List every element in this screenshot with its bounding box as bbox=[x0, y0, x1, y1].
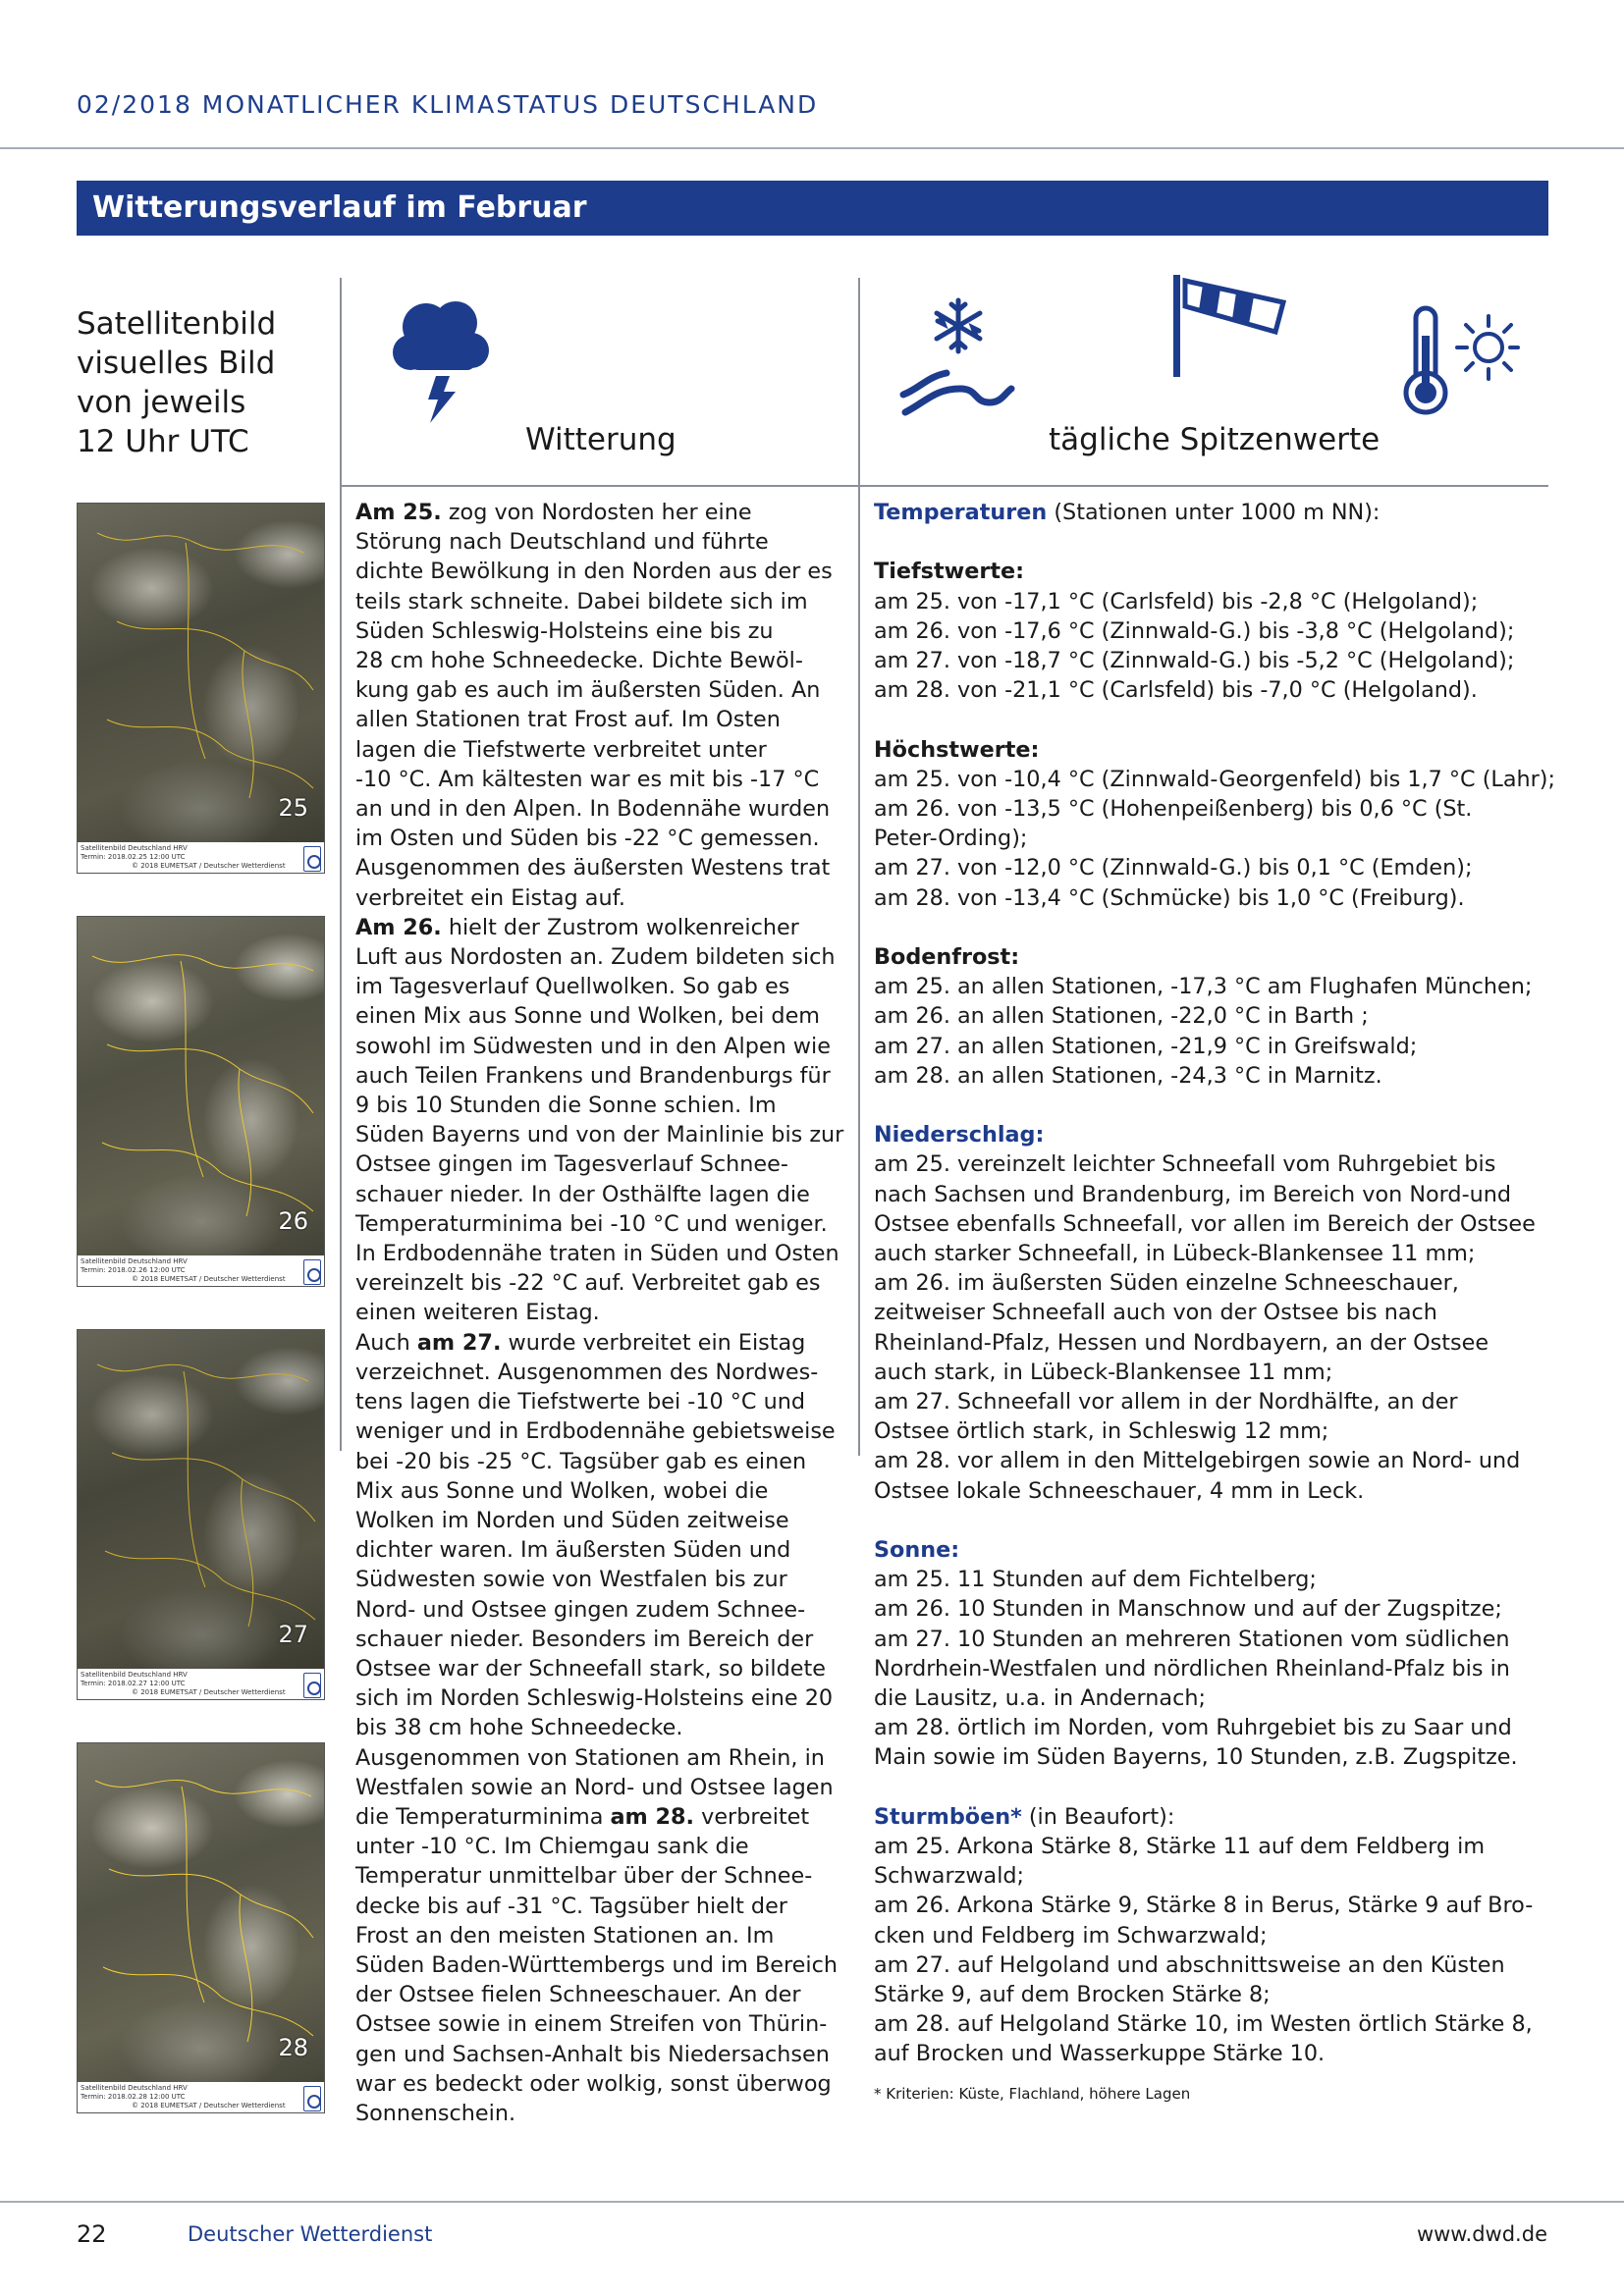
text-line: lagen die Tiefstwerte verbreitet unter bbox=[355, 736, 767, 763]
text-line: Ausgenommen von Stationen am Rhein, in bbox=[355, 1744, 825, 1771]
text-line: auf Brocken und Wasserkuppe Stärke 10. bbox=[874, 2041, 1326, 2067]
temperature-heading: Temperaturen bbox=[874, 500, 1048, 525]
column-divider-right bbox=[858, 278, 860, 1456]
caption-line: © 2018 EUMETSAT / Deutscher Wetterdienst bbox=[132, 1688, 286, 1696]
text-line: Süden Bayerns und von der Mainlinie bis zur bbox=[355, 1122, 844, 1148]
satellite-image-27 bbox=[77, 1329, 325, 1700]
spacer bbox=[874, 527, 1551, 557]
text-line: einen weiteren Eistag. bbox=[355, 1300, 600, 1326]
satellite-heading-line: visuelles Bild bbox=[77, 346, 276, 381]
text-line: die Lausitz, u.a. in Andernach; bbox=[874, 1685, 1207, 1712]
image-caption bbox=[78, 842, 325, 874]
dwd-logo bbox=[303, 1259, 321, 1285]
text-line: am 27. 10 Stunden an mehreren Stationen vom südlichen bbox=[874, 1626, 1510, 1652]
ground-frost-heading: Bodenfrost: bbox=[874, 944, 1020, 970]
text-line: Ostsee lokale Schneeschauer, 4 mm in Leck. bbox=[874, 1477, 1365, 1504]
maximum-heading: Höchstwerte: bbox=[874, 736, 1040, 763]
satellite-image-28 bbox=[77, 1742, 325, 2113]
website-link[interactable]: www.dwd.de bbox=[1416, 2222, 1547, 2246]
text-line: am 26. Arkona Stärke 9, Stärke 8 in Berus, Stärke 9 auf Bro- bbox=[874, 1893, 1534, 1919]
text-line: Nordrhein-Westfalen und nördlichen Rheinland-Pfalz bis in bbox=[874, 1655, 1510, 1682]
text-line: Störung nach Deutschland und führte bbox=[355, 529, 769, 556]
day-label: 27 bbox=[278, 1621, 308, 1648]
text-line: am 28. von -21,1 °C (Carlsfeld) bis -7,0 °C (Helgoland). bbox=[874, 677, 1478, 704]
text-line: auch stark, in Lübeck-Blankensee 11 mm; bbox=[874, 1359, 1333, 1385]
text-line: Nord- und Ostsee gingen zudem Schnee- bbox=[355, 1596, 806, 1623]
text-line: am 25. Arkona Stärke 8, Stärke 11 auf dem Feldberg im bbox=[874, 1834, 1486, 1860]
caption-line: © 2018 EUMETSAT / Deutscher Wetterdienst bbox=[132, 862, 286, 870]
satellite-column-heading bbox=[77, 304, 276, 461]
spacer bbox=[874, 1506, 1551, 1535]
windsock-icon bbox=[1171, 273, 1287, 379]
satellite-scene bbox=[78, 917, 325, 1255]
text-line: am 27. von -12,0 °C (Zinnwald-G.) bis 0,1 °C (Emden); bbox=[874, 855, 1473, 881]
caption-line: Satellitenbild Deutschland HRV bbox=[81, 844, 188, 852]
day-label: 25 bbox=[278, 794, 308, 822]
satellite-image-26 bbox=[77, 916, 325, 1287]
section-title: Witterungsverlauf im Februar bbox=[77, 181, 1548, 236]
precipitation-heading: Niederschlag: bbox=[874, 1122, 1045, 1148]
border-overlay bbox=[78, 504, 325, 842]
text-line: Ostsee war der Schneefall stark, so bildete bbox=[355, 1655, 826, 1682]
footnote: * Kriterien: Küste, Flachland, höhere Lagen bbox=[874, 2084, 1191, 2103]
text-line: Temperatur unmittelbar über der Schnee- bbox=[355, 1863, 813, 1890]
text-line: verbreitet ein Eistag auf. bbox=[355, 884, 625, 911]
caption-line: Termin: 2018.02.27 12:00 UTC bbox=[81, 1680, 186, 1687]
date-label: Am 26. bbox=[355, 914, 442, 940]
text-line: am 27. von -18,7 °C (Zinnwald-G.) bis -5,2 °C (Helgoland); bbox=[874, 648, 1515, 673]
heading-divider bbox=[340, 485, 1548, 487]
caption-line: Termin: 2018.02.28 12:00 UTC bbox=[81, 2093, 186, 2101]
text-line: sowohl im Südwesten und in den Alpen wie bbox=[355, 1033, 831, 1059]
image-caption bbox=[78, 1255, 325, 1287]
image-caption bbox=[78, 2082, 325, 2113]
border-overlay bbox=[78, 1330, 325, 1669]
text-line: am 28. an allen Stationen, -24,3 °C in Marnitz. bbox=[874, 1062, 1382, 1089]
text-line: kung gab es auch im äußersten Süden. An bbox=[355, 677, 821, 704]
text-line: Süden Baden-Württembergs und im Bereich bbox=[355, 1951, 838, 1978]
text-span: (Stationen unter 1000 m NN): bbox=[1047, 500, 1380, 525]
text-line: am 26. an allen Stationen, -22,0 °C in Barth ; bbox=[874, 1003, 1369, 1030]
text-line: Temperaturminima bei -10 °C und weniger. bbox=[355, 1210, 828, 1237]
text-line: Schwarzwald; bbox=[874, 1863, 1025, 1890]
text-line: schauer nieder. In der Osthälfte lagen die bbox=[355, 1181, 810, 1207]
text-line: am 28. vor allem in den Mittelgebirgen sowie an Nord- und bbox=[874, 1448, 1521, 1474]
text-line: am 25. vereinzelt leichter Schneefall vom Ruhrgebiet bis bbox=[874, 1151, 1496, 1178]
text-line: teils stark schneite. Dabei bildete sich im bbox=[355, 588, 808, 614]
text-line: vereinzelt bis -22 °C auf. Verbreitet gab es bbox=[355, 1270, 821, 1297]
text-line: Ostsee gingen im Tagesverlauf Schnee- bbox=[355, 1151, 788, 1178]
image-caption bbox=[78, 1669, 325, 1700]
text-line: am 27. an allen Stationen, -21,9 °C in Greifswald; bbox=[874, 1033, 1418, 1059]
text-line bbox=[355, 913, 856, 942]
text-line: Peter-Ording); bbox=[874, 826, 1028, 852]
text-line: am 28. auf Helgoland Stärke 10, im Westen örtlich Stärke 8, bbox=[874, 2011, 1533, 2038]
footer-divider bbox=[0, 2201, 1624, 2203]
text-line: dichter waren. Im äußersten Süden und bbox=[355, 1537, 791, 1564]
text-span: wurde verbreitet ein Eistag bbox=[501, 1329, 806, 1356]
peaks-column-heading: tägliche Spitzenwerte bbox=[1049, 422, 1380, 457]
satellite-heading-line: 12 Uhr UTC bbox=[77, 424, 249, 459]
publisher-name: Deutscher Wetterdienst bbox=[188, 2222, 433, 2246]
text-line: Ostsee sowie in einem Streifen von Thürin- bbox=[355, 2011, 828, 2038]
text-line: im Tagesverlauf Quellwolken. So gab es bbox=[355, 974, 790, 1000]
page-number: 22 bbox=[77, 2220, 107, 2248]
text-line: am 26. von -13,5 °C (Hohenpeißenberg) bis 0,6 °C (St. bbox=[874, 796, 1473, 822]
caption-line: Termin: 2018.02.26 12:00 UTC bbox=[81, 1266, 186, 1274]
text-line: am 25. von -10,4 °C (Zinnwald-Georgenfeld) bis 1,7 °C (Lahr); bbox=[874, 766, 1556, 792]
text-span: (in Beaufort): bbox=[1021, 1803, 1175, 1830]
minimum-heading: Tiefstwerte: bbox=[874, 559, 1025, 585]
text-line: dichte Bewölkung in den Norden aus der es bbox=[355, 559, 833, 585]
caption-line: Satellitenbild Deutschland HRV bbox=[81, 1257, 188, 1265]
text-line: am 26. im äußersten Süden einzelne Schneeschauer, bbox=[874, 1270, 1459, 1297]
text-line: weniger und in Erdbodennähe gebietsweise bbox=[355, 1418, 836, 1445]
text-line: am 26. 10 Stunden in Manschnow und auf der Zugspitze; bbox=[874, 1596, 1502, 1623]
text-line: In Erdbodennähe traten in Süden und Osten bbox=[355, 1241, 839, 1267]
text-line: am 27. auf Helgoland und abschnittsweise an den Küsten bbox=[874, 1951, 1505, 1978]
text-line: Südwesten sowie von Westfalen bis zur bbox=[355, 1567, 787, 1593]
text-line: am 25. 11 Stunden auf dem Fichtelberg; bbox=[874, 1567, 1317, 1593]
text-line: war es bedeckt oder wolkig, sonst überwog bbox=[355, 2070, 832, 2097]
text-line: decke bis auf -31 °C. Tagsüber hielt der bbox=[355, 1893, 787, 1919]
text-line: Stärke 9, auf dem Brocken Stärke 8; bbox=[874, 1982, 1271, 2008]
text-line: -10 °C. Am kältesten war es mit bis -17 °C bbox=[355, 766, 820, 792]
text-line: Main sowie im Süden Bayerns, 10 Stunden, z.B. Zugspitze. bbox=[874, 1744, 1518, 1771]
satellite-scene bbox=[78, 1330, 325, 1669]
text-line: 9 bis 10 Stunden die Sonne schien. Im bbox=[355, 1093, 777, 1119]
gusts-heading: Sturmböen* bbox=[874, 1803, 1022, 1830]
column-divider-left bbox=[340, 278, 342, 1451]
text-line: Süden Schleswig-Holsteins eine bis zu bbox=[355, 617, 774, 644]
text-line: Rheinland-Pfalz, Hessen und Nordbayern, an der Ostsee bbox=[874, 1329, 1489, 1356]
spacer bbox=[874, 705, 1551, 734]
caption-line: Termin: 2018.02.25 12:00 UTC bbox=[81, 853, 186, 861]
caption-line: © 2018 EUMETSAT / Deutscher Wetterdienst bbox=[132, 2102, 286, 2109]
date-label: Am 25. bbox=[355, 500, 442, 525]
date-label: am 28. bbox=[610, 1803, 695, 1830]
text-line: an und in den Alpen. In Bodennähe wurden bbox=[355, 796, 831, 823]
caption-line: Satellitenbild Deutschland HRV bbox=[81, 1671, 188, 1679]
text-line: gen und Sachsen-Anhalt bis Niedersachsen bbox=[355, 2041, 830, 2067]
date-label: am 27. bbox=[416, 1329, 502, 1356]
text-line bbox=[355, 1328, 856, 1358]
text-line bbox=[874, 1802, 1551, 1832]
spacer bbox=[874, 1091, 1551, 1120]
text-line: einen Mix aus Sonne und Wolken, bei dem bbox=[355, 1003, 821, 1030]
cloud-lightning-icon bbox=[391, 290, 491, 427]
thermometer-sun-icon bbox=[1398, 302, 1520, 418]
text-line bbox=[355, 498, 856, 527]
text-line: am 28. örtlich im Norden, vom Ruhrgebiet bis zu Saar und bbox=[874, 1715, 1512, 1741]
satellite-heading-line: von jeweils bbox=[77, 385, 246, 420]
text-span: hielt der Zustrom wolkenreicher bbox=[441, 914, 799, 940]
text-line: Frost an den meisten Stationen an. Im bbox=[355, 1922, 775, 1949]
text-line: bis 38 cm hohe Schneedecke. bbox=[355, 1715, 683, 1741]
text-span: die Temperaturminima bbox=[355, 1803, 611, 1830]
text-line: Mix aus Sonne und Wolken, wobei die bbox=[355, 1477, 769, 1504]
border-overlay bbox=[78, 1743, 325, 2082]
satellite-heading-line: Satellitenbild bbox=[77, 306, 277, 342]
text-line: am 26. von -17,6 °C (Zinnwald-G.) bis -3,8 °C (Helgoland); bbox=[874, 617, 1515, 644]
text-line: Ostsee ebenfalls Schneefall, vor allen im Bereich der Ostsee bbox=[874, 1210, 1536, 1237]
text-line: Westfalen sowie an Nord- und Ostsee lagen bbox=[355, 1774, 834, 1800]
text-line: verzeichnet. Ausgenommen des Nordwes- bbox=[355, 1359, 819, 1385]
dwd-logo bbox=[303, 1673, 321, 1698]
text-line: zeitweiser Schneefall auch von der Ostsee bis nach bbox=[874, 1300, 1437, 1326]
day-label: 26 bbox=[278, 1207, 308, 1235]
dwd-logo bbox=[303, 2086, 321, 2111]
text-line: bei -20 bis -25 °C. Tagsüber gab es einen bbox=[355, 1448, 807, 1474]
text-span: Auch bbox=[355, 1329, 417, 1356]
satellite-scene bbox=[78, 504, 325, 842]
peak-values bbox=[874, 498, 1556, 2105]
text-line: auch Teilen Frankens und Brandenburgs für bbox=[355, 1062, 831, 1089]
text-span: verbreitet bbox=[694, 1803, 810, 1830]
satellite-image-25 bbox=[77, 503, 325, 874]
text-line: schauer nieder. Besonders im Bereich der bbox=[355, 1626, 814, 1652]
text-line: am 27. Schneefall vor allem in der Nordhälfte, an der bbox=[874, 1389, 1458, 1415]
text-line: Wolken im Norden und Süden zeitweise bbox=[355, 1507, 789, 1533]
text-line bbox=[355, 1802, 856, 1832]
sunshine-heading: Sonne: bbox=[874, 1537, 960, 1564]
text-line: auch starker Schneefall, in Lübeck-Blankensee 11 mm; bbox=[874, 1241, 1476, 1267]
text-line: im Osten und Süden bis -22 °C gemessen. bbox=[355, 826, 820, 852]
day-label: 28 bbox=[278, 2034, 308, 2061]
header-divider bbox=[0, 147, 1624, 149]
text-line bbox=[874, 498, 1551, 527]
weather-column-heading: Witterung bbox=[525, 422, 677, 457]
snowflake-road-icon bbox=[895, 294, 1015, 417]
weather-description bbox=[355, 498, 856, 2128]
running-header-title: 02/2018 MONATLICHER KLIMASTATUS DEUTSCHLAND bbox=[77, 90, 819, 119]
text-line: am 25. von -17,1 °C (Carlsfeld) bis -2,8 °C (Helgoland); bbox=[874, 588, 1479, 614]
text-line: am 28. von -13,4 °C (Schmücke) bis 1,0 °C (Freiburg). bbox=[874, 884, 1465, 911]
text-line: 28 cm hohe Schneedecke. Dichte Bewöl- bbox=[355, 648, 803, 674]
text-line: unter -10 °C. Im Chiemgau sank die bbox=[355, 1834, 749, 1860]
dwd-logo bbox=[303, 846, 321, 872]
spacer bbox=[874, 913, 1551, 942]
spacer bbox=[874, 1773, 1551, 1802]
text-line: der Ostsee fielen Schneeschauer. An der bbox=[355, 1982, 801, 2008]
text-line: nach Sachsen und Brandenburg, im Bereich von Nord-und bbox=[874, 1181, 1512, 1207]
text-line: Luft aus Nordosten an. Zudem bildeten sich bbox=[355, 944, 836, 971]
text-line: Sonnenschein. bbox=[355, 2100, 516, 2126]
text-line: sich im Norden Schleswig-Holsteins eine 20 bbox=[355, 1685, 834, 1712]
caption-line: Satellitenbild Deutschland HRV bbox=[81, 2084, 188, 2092]
text-line: allen Stationen trat Frost auf. Im Osten bbox=[355, 707, 781, 733]
text-line: am 25. an allen Stationen, -17,3 °C am Flughafen München; bbox=[874, 974, 1533, 1000]
text-line: cken und Feldberg im Schwarzwald; bbox=[874, 1922, 1268, 1949]
caption-line: © 2018 EUMETSAT / Deutscher Wetterdienst bbox=[132, 1275, 286, 1283]
border-overlay bbox=[78, 917, 325, 1255]
satellite-scene bbox=[78, 1743, 325, 2082]
text-span: zog von Nordosten her eine bbox=[441, 500, 752, 525]
text-line: tens lagen die Tiefstwerte bei -10 °C und bbox=[355, 1389, 806, 1415]
text-line: Ausgenommen des äußersten Westens trat bbox=[355, 855, 831, 881]
text-line: Ostsee örtlich stark, in Schleswig 12 mm; bbox=[874, 1418, 1329, 1445]
